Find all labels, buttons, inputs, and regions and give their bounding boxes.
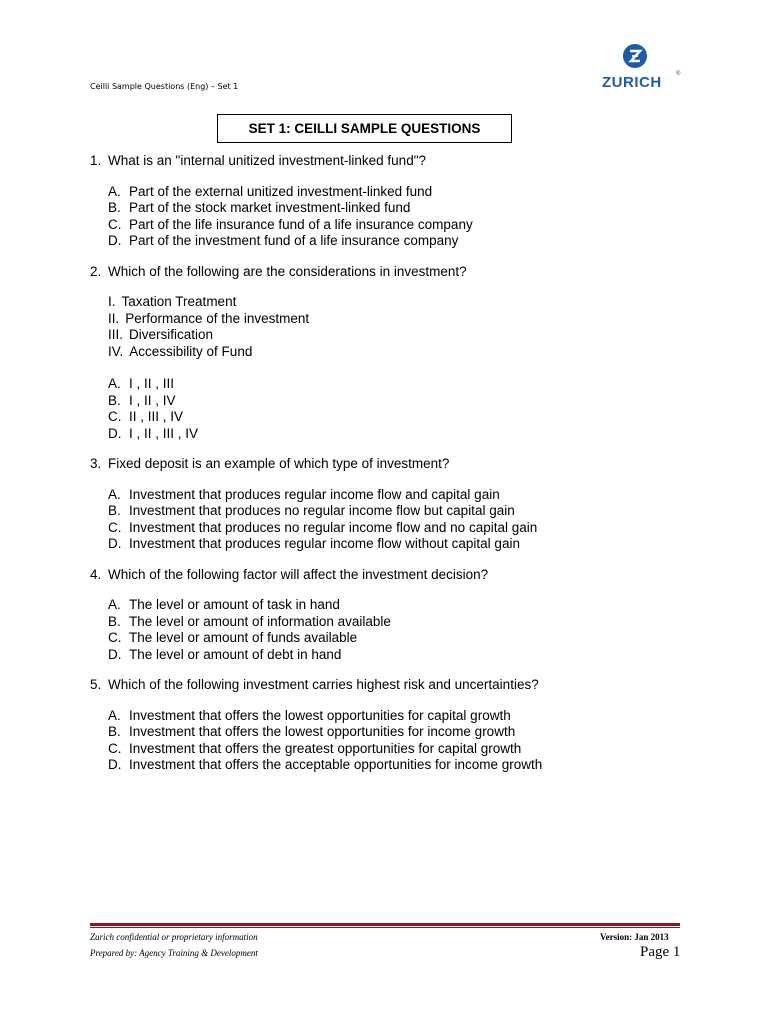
option-text: Investment that produces regular income flow without capital gain (129, 536, 520, 551)
option (108, 376, 690, 393)
question-1 (90, 153, 690, 250)
footer-divider (90, 923, 680, 926)
option-text: Investment that produces no regular income flow and no capital gain (129, 519, 538, 535)
option-key: D. (108, 233, 122, 248)
option (108, 757, 690, 774)
question-number: 1. (90, 153, 102, 168)
options-list (108, 597, 690, 663)
options-list (108, 184, 690, 250)
question-text: Which of the following investment carries highest risk and uncertainties? (108, 677, 539, 692)
footer-version: Version: Jan 2013 (600, 932, 669, 942)
option-text: Investment that produces regular income flow and capital gain (129, 486, 500, 502)
question-text: Which of the following factor will affect the investment decision? (108, 566, 489, 582)
question-3 (90, 456, 690, 553)
option-text: Investment that offers the greatest opportunities for capital growth (129, 740, 522, 756)
question-number: 4. (90, 566, 102, 582)
option-key: D. (108, 536, 122, 551)
statements-list (108, 294, 690, 360)
question-5 (90, 677, 690, 774)
option (108, 520, 690, 537)
option-text: Investment that offers the acceptable opportunities for income growth (129, 757, 543, 772)
option-key: A. (108, 183, 121, 199)
statement (108, 311, 690, 328)
question-number: 5. (90, 677, 102, 692)
page-title: SET 1: CEILLI SAMPLE QUESTIONS (217, 114, 512, 143)
option (108, 233, 690, 250)
option-text: I , II , III , IV (129, 425, 199, 441)
statement-key: IV. (108, 343, 124, 359)
option (108, 487, 690, 504)
questions-list (90, 153, 690, 788)
statement-key: II. (108, 310, 120, 326)
option-key: A. (108, 707, 121, 723)
option (108, 217, 690, 234)
option (108, 536, 690, 553)
statement (108, 344, 690, 361)
option-text: I , II , III (129, 376, 175, 391)
option (108, 200, 690, 217)
statement-key: III. (108, 327, 124, 342)
option (108, 597, 690, 614)
zurich-wordmark: ZURICH (602, 74, 662, 91)
option-key: B. (108, 503, 121, 518)
option (108, 708, 690, 725)
options-list (108, 376, 690, 442)
options-list (108, 708, 690, 774)
document-header-title: Ceilli Sample Questions (Eng) – Set 1 (90, 82, 239, 91)
option-key: C. (108, 216, 122, 232)
option-key: D. (108, 646, 122, 662)
question-text: What is an "internal unitized investment-linked fund"? (108, 153, 427, 168)
question-text: Which of the following are the considerations in investment? (108, 263, 467, 279)
statement-text: Accessibility of Fund (129, 343, 253, 359)
option-key: B. (108, 200, 121, 215)
option-text: Investment that offers the lowest opportunities for income growth (129, 724, 516, 739)
option-key: B. (108, 392, 121, 408)
option (108, 184, 690, 201)
options-list (108, 487, 690, 553)
footer-divider-thin (90, 927, 680, 928)
statement (108, 294, 690, 311)
page-number: Page 1 (640, 944, 681, 960)
registered-mark: ® (676, 71, 681, 77)
option-key: C. (108, 519, 122, 535)
option-text: Part of the stock market investment-linked fund (129, 200, 411, 215)
option (108, 724, 690, 741)
option (108, 409, 690, 426)
option-text: The level or amount of debt in hand (129, 646, 342, 662)
option-text: The level or amount of funds available (129, 630, 358, 645)
option (108, 426, 690, 443)
option-key: A. (108, 376, 121, 391)
option-text: I , II , IV (129, 392, 176, 408)
option (108, 647, 690, 664)
option-text: Investment that offers the lowest opportunities for capital growth (129, 707, 511, 723)
statement-text: Taxation Treatment (121, 294, 237, 309)
footer-prepared-by: Prepared by: Agency Training & Development (90, 948, 258, 958)
question-number: 3. (90, 456, 102, 471)
statement (108, 327, 690, 344)
option-text: II , III , IV (129, 409, 184, 424)
footer-confidential: Zurich confidential or proprietary information (90, 932, 258, 942)
question-text: Fixed deposit is an example of which type of investment? (108, 456, 450, 471)
option-key: D. (108, 757, 122, 772)
option (108, 741, 690, 758)
question-number: 2. (90, 263, 102, 279)
statement-text: Performance of the investment (125, 310, 310, 326)
option-key: A. (108, 486, 121, 502)
option (108, 503, 690, 520)
option-key: B. (108, 724, 121, 739)
question-2 (90, 264, 690, 443)
option-key: A. (108, 597, 121, 612)
zurich-z-icon (623, 44, 647, 68)
option (108, 393, 690, 410)
option-key: B. (108, 613, 121, 629)
statement-key: I. (108, 294, 116, 309)
option-key: C. (108, 740, 122, 756)
option-text: The level or amount of task in hand (129, 597, 340, 612)
option-key: C. (108, 409, 122, 424)
option (108, 614, 690, 631)
option-key: D. (108, 425, 122, 441)
option-key: C. (108, 630, 122, 645)
option-text: Investment that produces no regular income flow but capital gain (129, 503, 515, 518)
option-text: Part of the external unitized investment-linked fund (129, 183, 433, 199)
question-4 (90, 567, 690, 664)
zurich-logo (598, 44, 688, 94)
option-text: Part of the life insurance fund of a life insurance company (129, 216, 473, 232)
option-text: Part of the investment fund of a life insurance company (129, 233, 459, 248)
option (108, 630, 690, 647)
option-text: The level or amount of information available (129, 613, 391, 629)
statement-text: Diversification (129, 327, 214, 342)
